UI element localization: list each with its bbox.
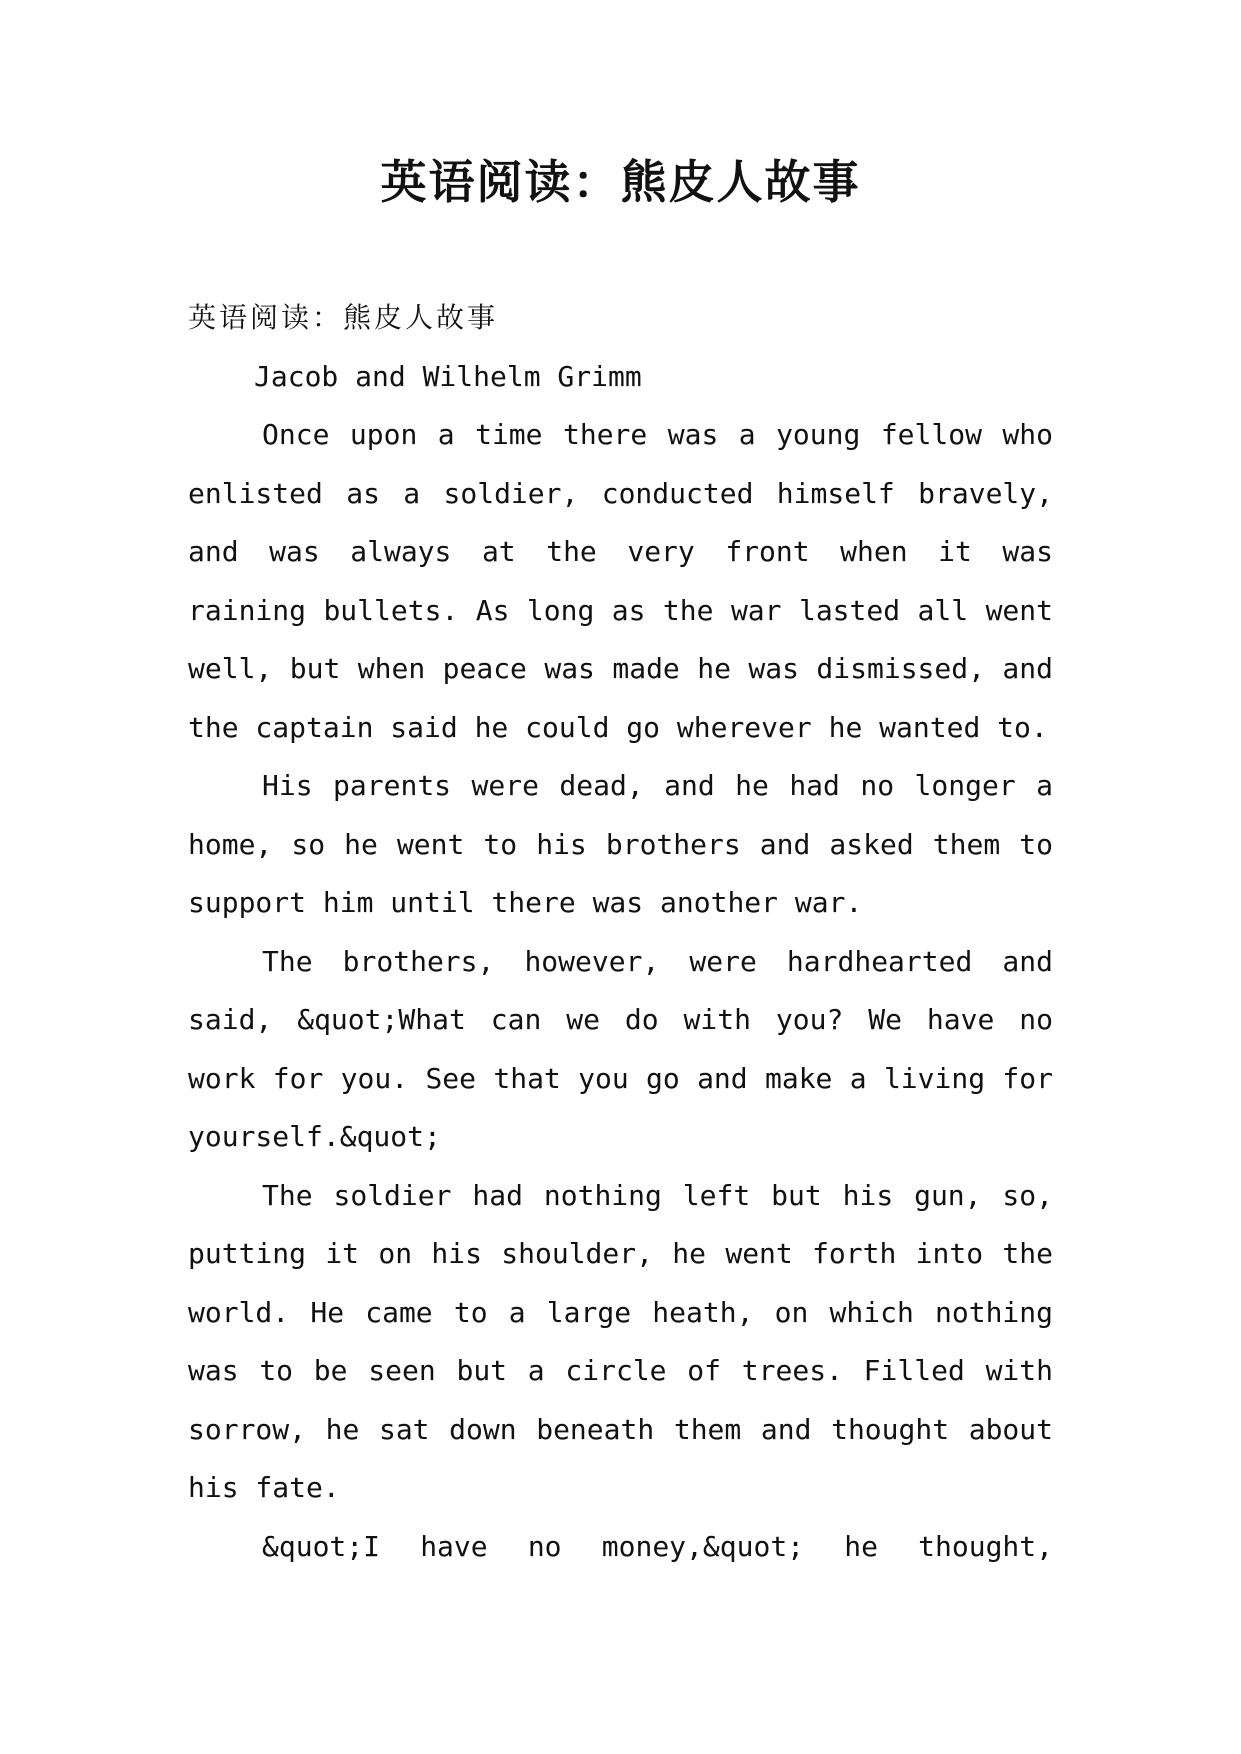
document-subtitle: 英语阅读：熊皮人故事	[188, 301, 499, 334]
paragraph-4: The soldier had nothing left but his gun, so, putting it on his shoulder, he went forth into the world. He came to a large heath, on which nothing was to be seen but a circle of trees. Filled with sorrow, he sat down beneath them and thought about his fate.	[188, 1178, 1053, 1504]
author-line: Jacob and Wilhelm Grimm	[254, 359, 642, 393]
paragraph-3: The brothers, however, were hardhearted and said, &quot;What can we do with you? We have no work for you. See that you go and make a living for yourself.&quot;	[188, 944, 1053, 1153]
paragraph-5: &quot;I have no money,&quot; he thought,	[262, 1529, 1053, 1563]
paragraph-2: His parents were dead, and he had no longer a home, so he went to his brothers and asked them to support him until there was another war.	[188, 769, 1053, 919]
document-title: 英语阅读：熊皮人故事	[380, 155, 861, 209]
paragraph-1: Once upon a time there was a young fellow who enlisted as a soldier, conducted himself bravely, and was always at the very front when it was raining bullets. As long as the war lasted all went well, but when peace was made he was dismissed, and the captain said he could go wherever he wanted to.	[188, 418, 1053, 744]
document-body	[188, 289, 1053, 1576]
